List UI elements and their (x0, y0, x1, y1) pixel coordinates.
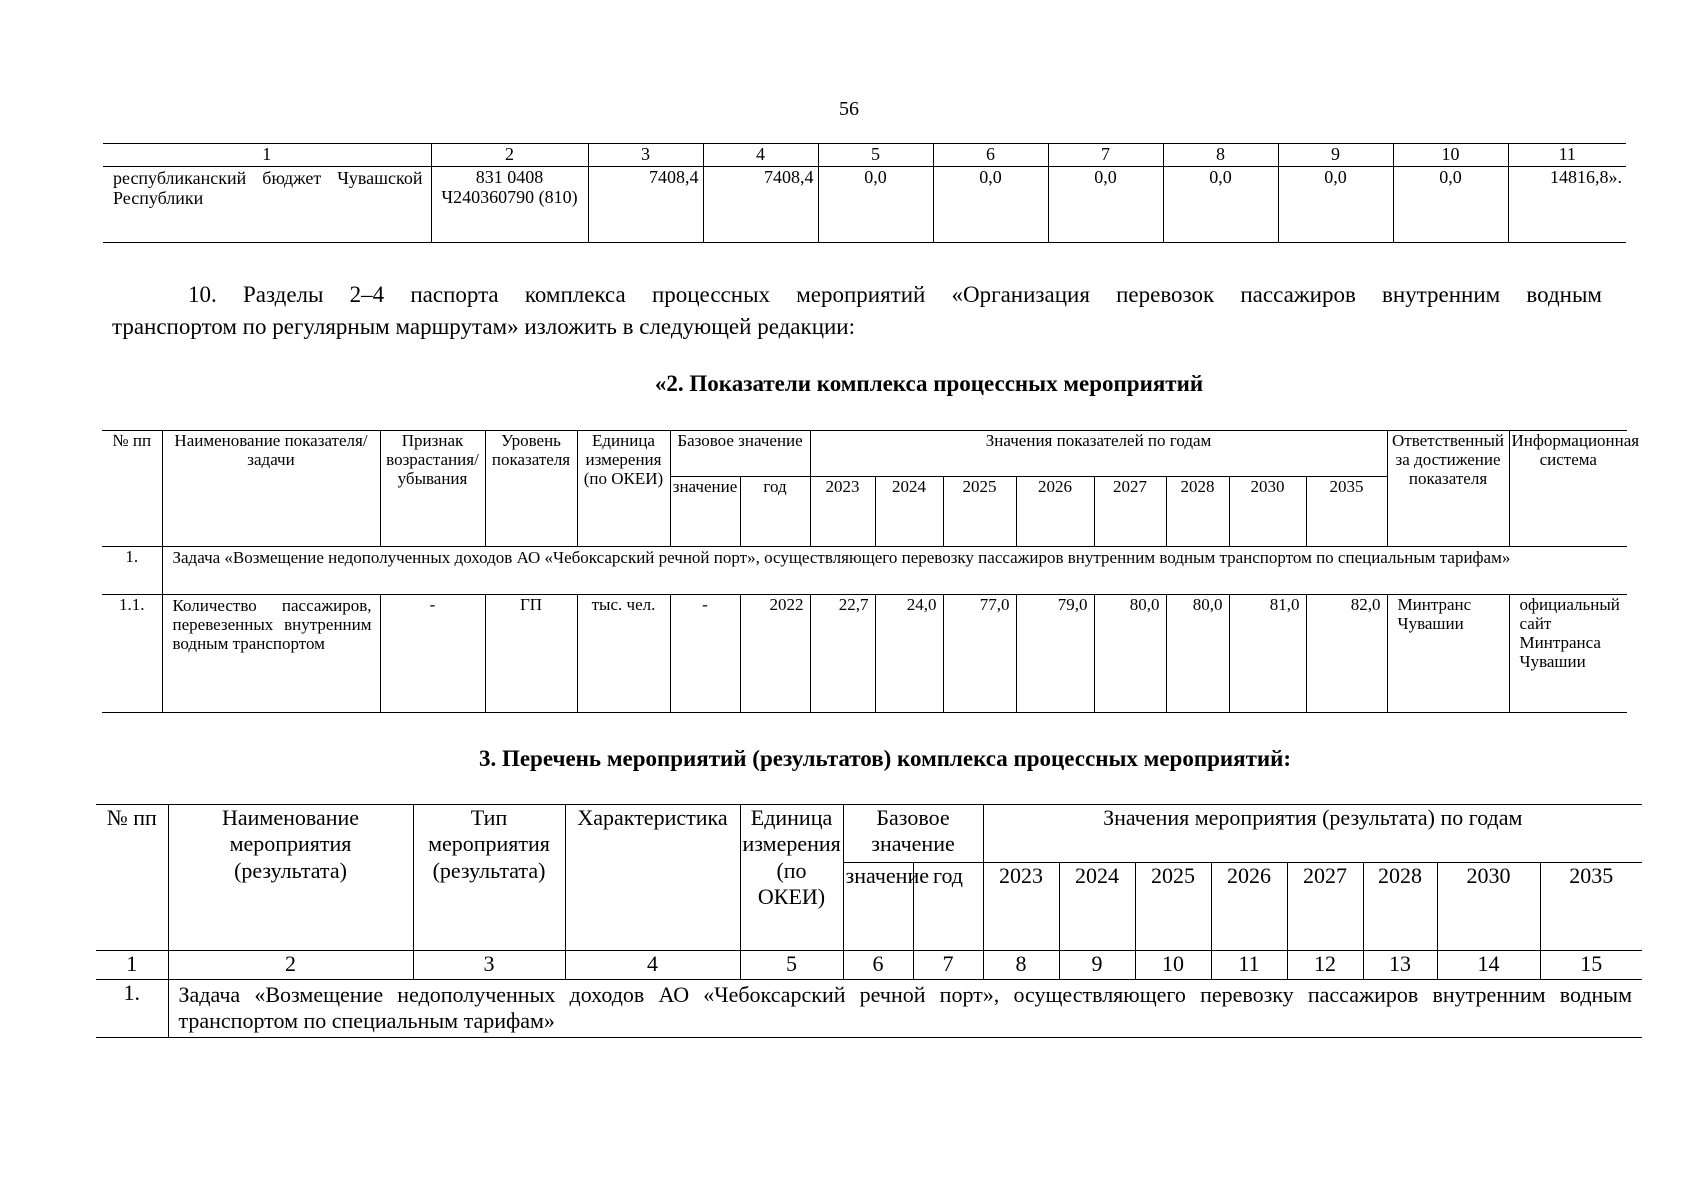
row-number: 1. (96, 980, 168, 1038)
column-number: 8 (1163, 144, 1278, 167)
header-by-years: Значения показателей по годам (810, 431, 1387, 477)
header-year: 2035 (1306, 477, 1387, 547)
budget-code: 831 0408 Ч240360790 (810) (431, 167, 588, 243)
task-row (96, 980, 1642, 1038)
header-year: 2027 (1094, 477, 1166, 547)
column-number: 2 (431, 144, 588, 167)
column-number: 10 (1393, 144, 1508, 167)
column-number: 4 (565, 951, 740, 980)
indicator-level: ГП (485, 595, 577, 713)
paragraph-line: транспортом по регулярным маршрутам» изложить в следующей редакции: (112, 314, 856, 339)
column-numbers-row (96, 951, 1642, 980)
amendment-paragraph (112, 279, 1602, 343)
header-year: 2027 (1287, 863, 1363, 951)
base-year: 2022 (740, 595, 810, 713)
column-number: 15 (1540, 951, 1642, 980)
header-year: 2030 (1437, 863, 1540, 951)
header-base-year: год (740, 477, 810, 547)
column-number: 9 (1278, 144, 1393, 167)
header-year: 2025 (943, 477, 1016, 547)
year-value: 80,0 (1166, 595, 1229, 713)
year-value: 82,0 (1306, 595, 1387, 713)
header-by-years: Значения мероприятия (результата) по годам (983, 805, 1642, 863)
indicator-sign: - (380, 595, 485, 713)
header-num: № пп (96, 805, 168, 951)
header-unit: Единица измерения (по ОКЕИ) (740, 805, 843, 951)
row-number: 1.1. (102, 595, 162, 713)
info-system: официальный сайт Минтранса Чувашии (1509, 595, 1627, 713)
year-value: 22,7 (810, 595, 875, 713)
column-number: 8 (983, 951, 1059, 980)
header-year: 2025 (1135, 863, 1211, 951)
column-number: 5 (818, 144, 933, 167)
total-cell: 14816,8». (1508, 167, 1626, 243)
column-number: 1 (96, 951, 168, 980)
header-sign: Признак возрастания/ убывания (380, 431, 485, 547)
section-title: 3. Перечень мероприятий (результатов) комплекса процессных мероприятий: (478, 746, 1292, 771)
value-cell: 0,0 (818, 167, 933, 243)
funding-source: республиканский бюджет Чувашской Республики (103, 167, 431, 243)
column-number: 7 (1048, 144, 1163, 167)
column-number: 11 (1508, 144, 1626, 167)
column-number: 3 (588, 144, 703, 167)
year-value: 79,0 (1016, 595, 1094, 713)
value-cell: 7408,4 (588, 167, 703, 243)
task-text: Задача «Возмещение недополученных доходов АО «Чебоксарский речной порт», осуществляющего перевозку пассажиров внутренним водным транспортом по специальным тарифам» (168, 980, 1642, 1038)
header-base-value: значение (843, 863, 913, 951)
header-year: 2028 (1363, 863, 1437, 951)
header-type: Тип мероприятия (результата) (413, 805, 565, 951)
header-year: 2024 (875, 477, 943, 547)
column-number: 3 (413, 951, 565, 980)
table-row (102, 595, 1627, 713)
paragraph-line: 10. Разделы 2–4 паспорта комплекса процессных мероприятий «Организация перевозок пассажиров внутренним водным (188, 282, 1602, 307)
header-level: Уровень показателя (485, 431, 577, 547)
header-name: Наименование показателя/задачи (162, 431, 380, 547)
header-base: Базовое значение (670, 431, 810, 477)
header-responsible: Ответственный за достижение показателя (1387, 431, 1509, 547)
value-cell: 0,0 (1163, 167, 1278, 243)
value-cell: 0,0 (1278, 167, 1393, 243)
header-year: 2026 (1211, 863, 1287, 951)
task-text: Задача «Возмещение недополученных доходов АО «Чебоксарский речной порт», осуществляющего перевозку пассажиров внутренним водным транспортом по специальным тарифам» (162, 547, 1627, 595)
year-value: 24,0 (875, 595, 943, 713)
header-year: 2035 (1540, 863, 1642, 951)
header-year: 2023 (983, 863, 1059, 951)
page-number: 56 (839, 98, 859, 120)
activities-table (96, 804, 1642, 1038)
year-value: 77,0 (943, 595, 1016, 713)
column-number: 4 (703, 144, 818, 167)
base-value: - (670, 595, 740, 713)
header-base-year: год (913, 863, 983, 951)
header-base-value: значение (670, 477, 740, 547)
responsible-body: Минтранс Чувашии (1387, 595, 1509, 713)
value-cell: 0,0 (1048, 167, 1163, 243)
value-cell: 0,0 (1393, 167, 1508, 243)
column-number: 1 (103, 144, 431, 167)
column-number: 13 (1363, 951, 1437, 980)
column-number: 9 (1059, 951, 1135, 980)
column-number: 11 (1211, 951, 1287, 980)
year-value: 81,0 (1229, 595, 1306, 713)
header-info-system: Информационная система (1509, 431, 1627, 547)
table-header-row (96, 805, 1642, 863)
header-year: 2024 (1059, 863, 1135, 951)
table-header-row (102, 431, 1627, 477)
header-characteristic: Характеристика (565, 805, 740, 951)
task-row (102, 547, 1627, 595)
header-name: Наименование мероприятия (результата) (168, 805, 413, 951)
value-cell: 7408,4 (703, 167, 818, 243)
section-title: «2. Показатели комплекса процессных мероприятий (654, 371, 1204, 396)
column-number: 2 (168, 951, 413, 980)
header-unit: Единица измерения (по ОКЕИ) (577, 431, 670, 547)
column-number: 12 (1287, 951, 1363, 980)
column-number: 6 (933, 144, 1048, 167)
column-number: 14 (1437, 951, 1540, 980)
header-num: № пп (102, 431, 162, 547)
indicator-unit: тыс. чел. (577, 595, 670, 713)
year-value: 80,0 (1094, 595, 1166, 713)
financing-table-continuation (103, 143, 1626, 243)
table-header-row (103, 144, 1626, 167)
table-row (103, 167, 1626, 243)
header-year: 2023 (810, 477, 875, 547)
column-number: 5 (740, 951, 843, 980)
header-year: 2026 (1016, 477, 1094, 547)
column-number: 6 (843, 951, 913, 980)
column-number: 7 (913, 951, 983, 980)
header-base: Базовое значение (843, 805, 983, 863)
indicator-name: Количество пассажиров, перевезенных внутренним водным транспортом (162, 595, 380, 713)
header-year: 2028 (1166, 477, 1229, 547)
value-cell: 0,0 (933, 167, 1048, 243)
column-number: 10 (1135, 951, 1211, 980)
header-year: 2030 (1229, 477, 1306, 547)
row-number: 1. (102, 547, 162, 595)
indicators-table (102, 430, 1640, 713)
